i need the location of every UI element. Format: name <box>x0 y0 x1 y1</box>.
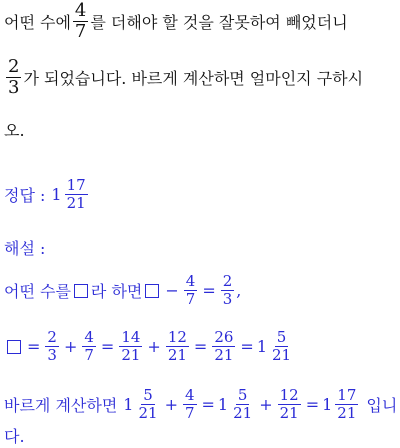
problem-text-1b: 를 더해야 할 것을 잘못하여 빼었더니 <box>90 13 348 32</box>
step2-frac-d: $\frac{12}{21}$ <box>167 328 187 364</box>
fraction-4-7: $\frac{4}{7}$ <box>74 0 87 42</box>
problem-text-1a: 어떤 수에 <box>4 13 71 32</box>
step2-frac-e: $\frac{26}{21}$ <box>214 328 234 364</box>
step1-text-a: 어떤 수를 <box>4 282 71 301</box>
problem-text-2: 가 되었습니다. 바르게 계산하면 얼마인지 구하시 <box>23 69 364 88</box>
solution-step-2: = $\frac{2}{3}$ + $\frac{4}{7}$ = $\frac{14}{21}$ + $\frac{12}{21}$ = $\frac{26}{21}$ = 1 $\frac{5}{21}$ <box>4 330 295 363</box>
end-text: 다. <box>4 427 25 446</box>
solution-label: 해설 : <box>4 239 46 258</box>
solution-end <box>4 424 25 447</box>
step3-frac-b: $\frac{4}{7}$ <box>184 386 195 422</box>
step3-frac-d: $\frac{12}{21}$ <box>279 386 299 422</box>
step2-frac-f: $\frac{5}{21}$ <box>272 328 292 364</box>
step3-suffix: 입니 <box>366 396 398 415</box>
solution-step-3: 바르게 계산하면 1 $\frac{5}{21}$ + $\frac{4}{7}$ = 1 $\frac{5}{21}$ + $\frac{12}{21}$ = 1 $\frac{17}{21}$ 입니 <box>4 386 398 422</box>
answer-line <box>4 178 90 211</box>
problem-line-3 <box>4 118 25 141</box>
solution-label-line <box>4 236 45 259</box>
step1-frac-2-3: $\frac{2}{3}$ <box>222 272 233 308</box>
step2-frac-b: $\frac{4}{7}$ <box>84 328 94 364</box>
solution-step-1: 어떤 수를 라 하면 − $\frac{4}{7}$ = $\frac{2}{3}$ , <box>4 272 242 308</box>
step3-frac-a: $\frac{5}{21}$ <box>138 386 158 422</box>
step2-frac-a: $\frac{2}{3}$ <box>47 328 57 364</box>
step1-text-b: 라 하면 <box>90 282 143 301</box>
step3-frac-e: $\frac{17}{21}$ <box>337 386 357 422</box>
answer-fraction: $\frac{17}{21}$ <box>66 176 86 212</box>
step1-frac-4-7: $\frac{4}{7}$ <box>185 272 196 308</box>
problem-line-1 <box>4 2 348 41</box>
unknown-box-icon <box>7 340 21 354</box>
fraction-2-3: $\frac{2}{3}$ <box>8 56 20 98</box>
problem-text-3: 오. <box>4 121 25 140</box>
step3-text: 바르게 계산하면 <box>4 396 118 415</box>
step3-frac-c: $\frac{5}{21}$ <box>233 386 253 422</box>
answer-whole: 1 <box>51 185 62 204</box>
unknown-box-icon <box>74 284 88 298</box>
answer-label: 정답 : <box>4 186 46 205</box>
step2-frac-c: $\frac{14}{21}$ <box>121 328 141 364</box>
problem-line-2 <box>4 58 363 97</box>
unknown-box-icon <box>145 284 159 298</box>
